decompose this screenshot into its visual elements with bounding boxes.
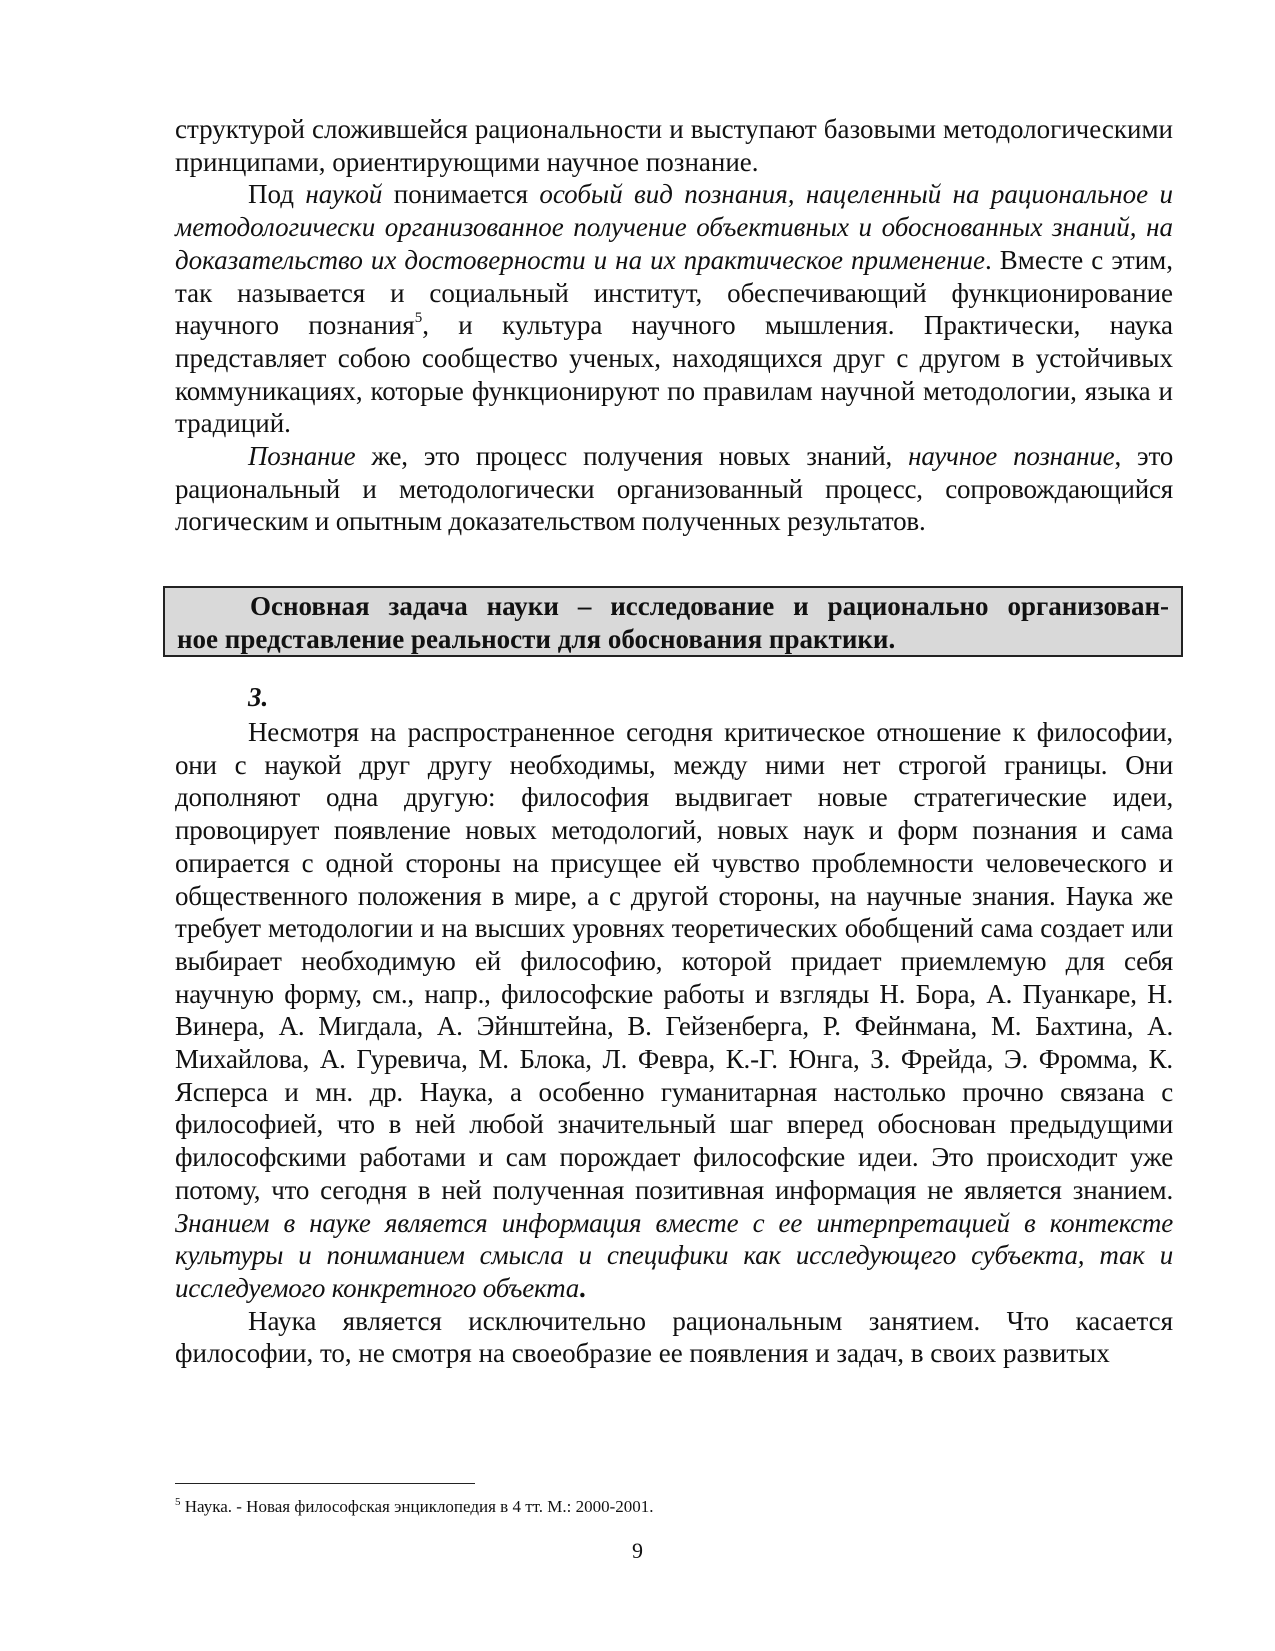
- main-text-block: [175, 113, 1173, 538]
- paragraph-3: [175, 440, 1173, 538]
- main-text-block-2: [175, 716, 1173, 1370]
- p2-after-def: . Вместе с этим, так называется и социальный институт, обеспечивающий функционирование научного познания: [175, 244, 1173, 341]
- term-nauka: наукой: [305, 179, 383, 210]
- section-number: 3.: [248, 682, 269, 712]
- p3-mid: же, это процесс получения новых знаний,: [355, 441, 909, 472]
- highlight-line-2: ное представление реальности для обоснования практики.: [177, 623, 896, 654]
- paragraph-1-text: структурой сложившейся рациональности и выступают базовыми методологическими принципами, ориентирующими научное познание.: [175, 114, 1173, 177]
- term-nauchnoe-poznanie: научное познание: [908, 441, 1115, 472]
- footnote-separator: [175, 1483, 475, 1484]
- p2-lead: Под: [248, 179, 306, 210]
- p3-tail: , это рациональный и методологически организованный процесс, сопровождающийся логическим и опытным доказательством полученных результатов.: [175, 441, 1173, 537]
- knowledge-definition: Знанием в науке является информация вместе с ее интерпретацией в контексте культуры и пониманием смысла и специфики как исследующего субъекта, так и исследуемого конкретного объекта: [175, 1207, 1173, 1303]
- paragraph-2: [175, 178, 1173, 440]
- p2-mid: понимается: [382, 179, 540, 210]
- science-definition: особый вид познания, нацеленный на рациональное и методологически организованное получение объективных и обоснованных знаний, на доказательство их достоверности и на их практическое применение: [175, 179, 1174, 275]
- footnote-ref[interactable]: 5: [414, 310, 423, 327]
- paragraph-4: [175, 716, 1173, 1305]
- footnote-text: Наука. - Новая философская энциклопедия в 4 тт. М.: 2000-2001.: [180, 1497, 654, 1516]
- page-number: 9: [632, 1538, 643, 1563]
- p2-tail: , и культура научного мышления. Практически, наука представляет собою сообщество ученых, находящихся друг с другом в устойчивых коммуникациях, которые функционируют по правилам научной методологии, языка и традиций.: [175, 310, 1173, 439]
- footnote-number: 5: [175, 1496, 181, 1508]
- highlight-box: [163, 586, 1183, 657]
- paragraph-1: [175, 113, 1173, 178]
- p4-text: Несмотря на распространенное сегодня критическое отношение к философии, они с наукой друг другу необходимы, между ними нет строгой границы. Они дополняют одна другую: философия выдвигает новые стратегические идеи, провоцирует появление новых методологий, новых наук и форм познания и сама опирается с одной стороны на присущее ей чувство проблемности человеческого и общественного положения в мире, а с другой стороны, на научные знания. Наука же требует методологии и на высших уровнях теоретических обобщений сама создает или выбирает необходимую ей философию, которой придает приемлемую для себя научную форму, см., напр., философские работы и взгляды Н. Бора, А. Пуанкаре, Н. Винера, А. Мигдала, А. Эйнштейна, В. Гейзенберга, Р. Фейнмана, М. Бахтина, А. Михайлова, А. Гуревича, М. Блока, Л. Февра, К.-Г. Юнга, З. Фрейда, Э. Фромма, К. Ясперса и мн. др. Наука, а особенно гуманитарная настолько прочно связана с философией, что в ней любой значительный шаг вперед обоснован предыдущими философскими работами и сам порождает философские идеи. Это происходит уже потому, что сегодня в ней полученная позитивная информация не является знанием.: [175, 717, 1173, 1205]
- highlight-line-1: Основная задача науки – исследование и рационально организован-: [250, 591, 1169, 621]
- footnote: [175, 1496, 1075, 1518]
- p4-end: .: [579, 1272, 586, 1303]
- paragraph-5: [175, 1305, 1173, 1370]
- term-poznanie: Познание: [248, 441, 356, 472]
- p5-text: Наука является исключительно рациональным занятием. Что касается философии, то, не смотря на своеобразие ее появления и задач, в своих развитых: [175, 1305, 1173, 1369]
